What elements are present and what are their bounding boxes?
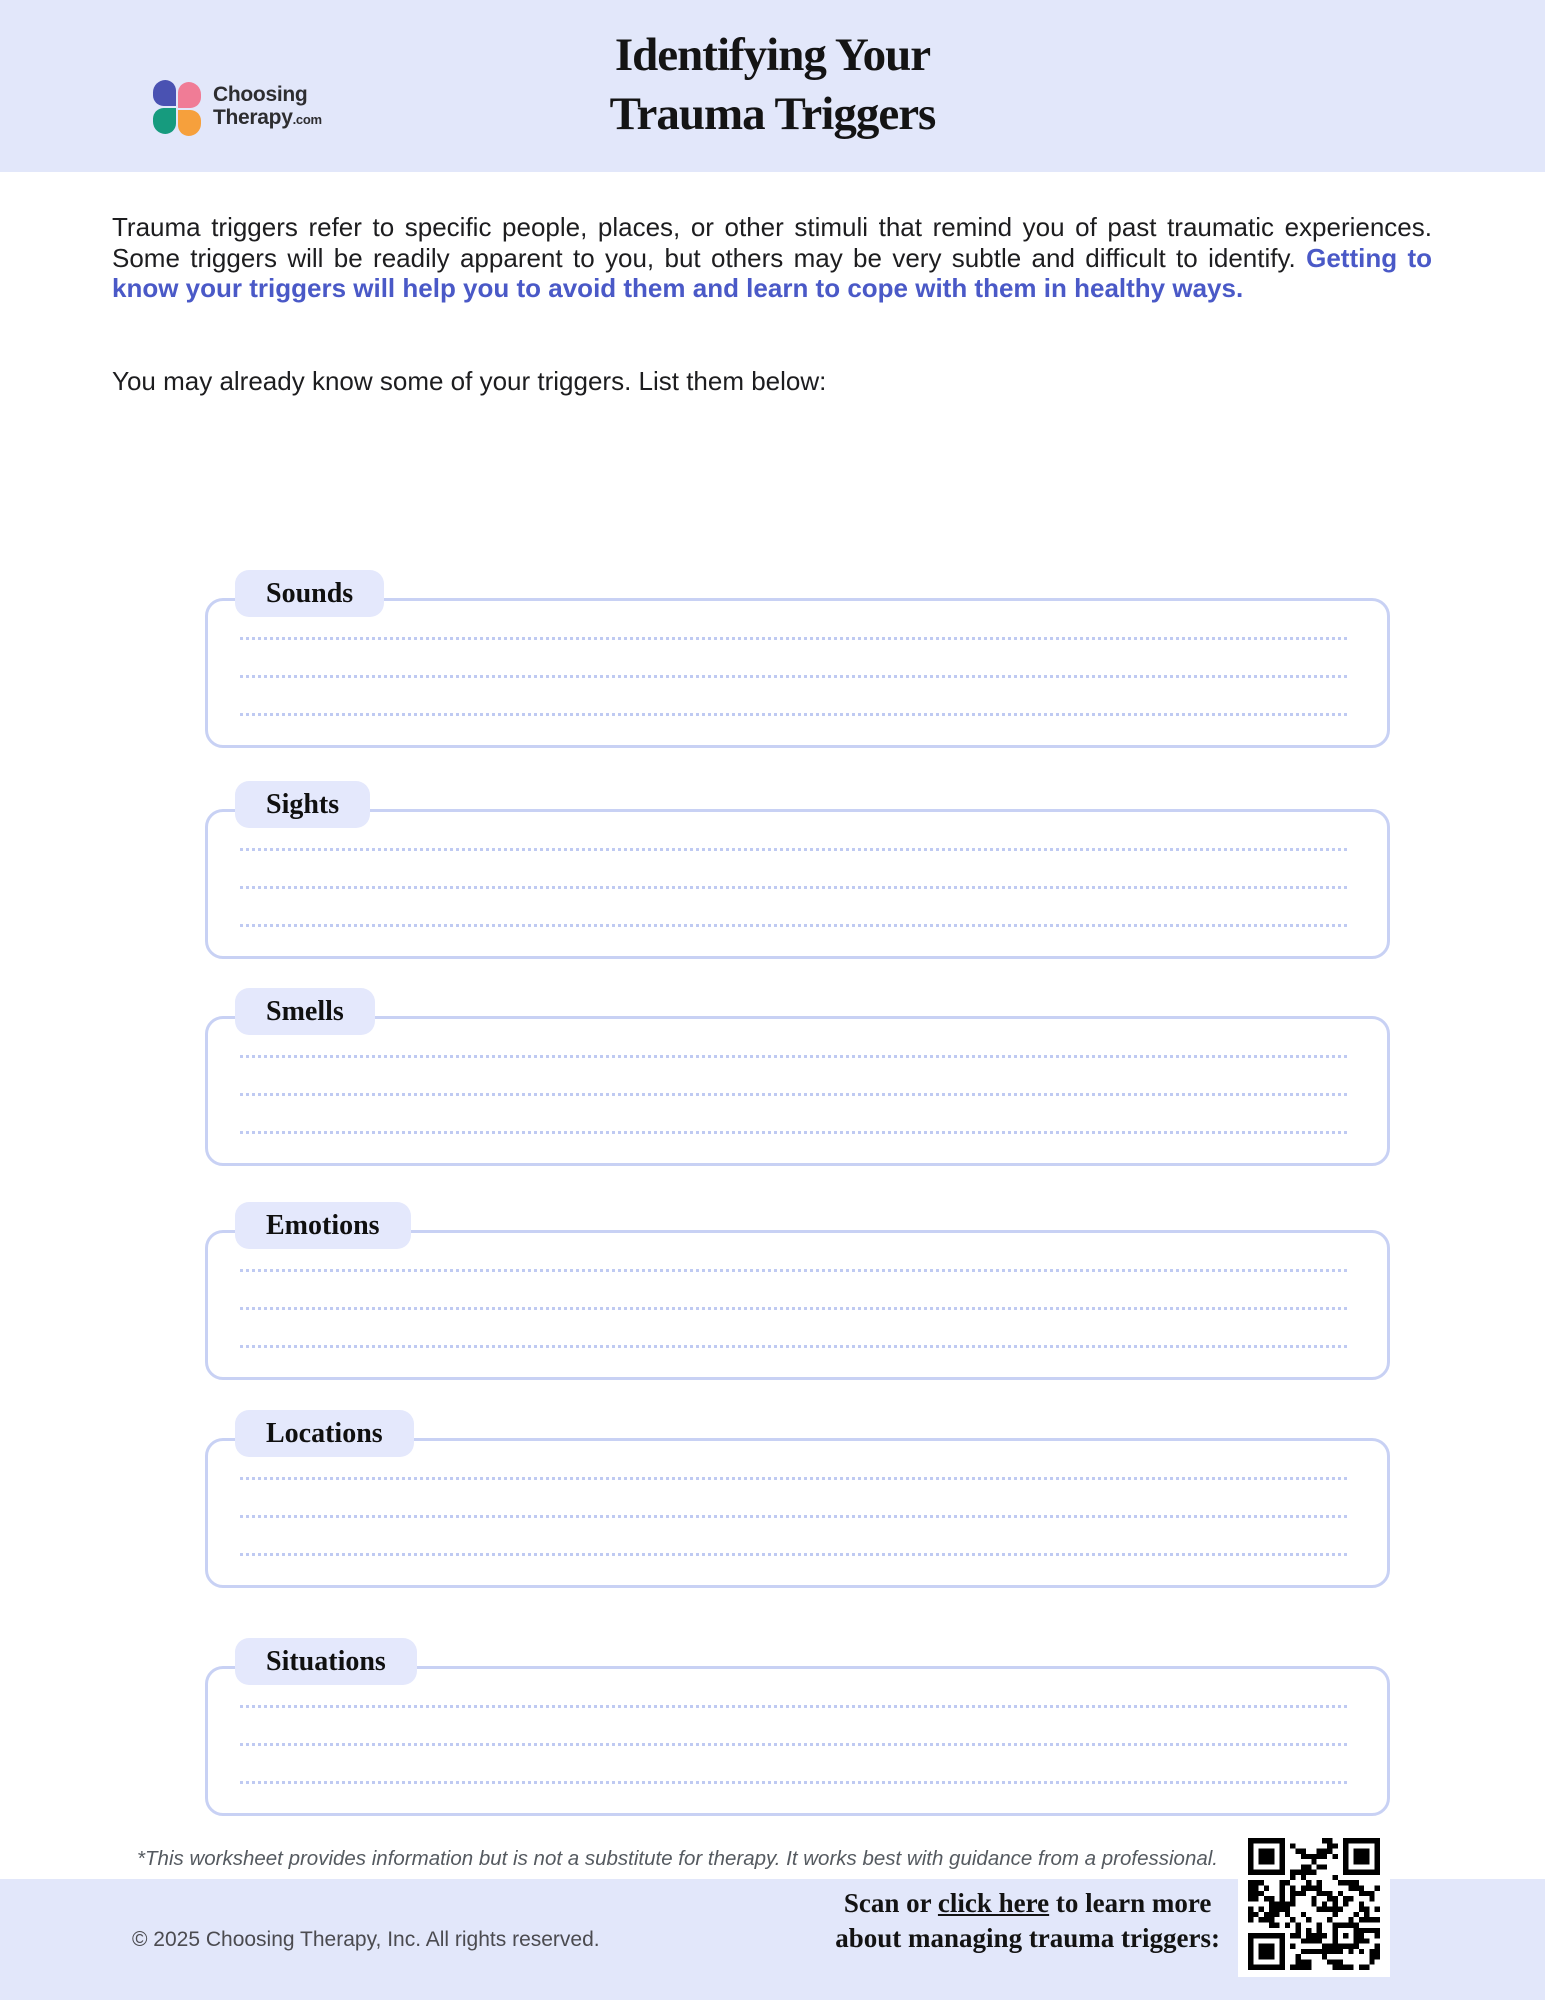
writing-line [240,713,1347,716]
disclaimer-text: *This worksheet provides information but is not a substitute for therapy. It works best with guidance from a professional. [137,1847,1218,1870]
logo-line1: Choosing [213,83,308,106]
writing-line [240,886,1347,889]
writing-line [240,1093,1347,1096]
section-label-smells: Smells [235,988,375,1035]
writing-line [240,1131,1347,1134]
page-title-line1: Identifying Your [614,29,931,81]
section-label-emotions: Emotions [235,1202,411,1249]
writing-line [240,1307,1347,1310]
qr-code-icon [1248,1838,1380,1970]
scan-line2: about managing trauma triggers: [835,1923,1220,1953]
writing-line [240,1515,1347,1518]
writing-line [240,1705,1347,1708]
writing-box-sounds [205,598,1390,748]
writing-box-sights [205,809,1390,959]
writing-line [240,1055,1347,1058]
list-prompt: You may already know some of your triggers. List them below: [112,366,827,396]
writing-box-situations [205,1666,1390,1816]
writing-line [240,637,1347,640]
header-band [0,0,1545,172]
qr-code [1238,1830,1390,1977]
section-label-situations: Situations [235,1638,417,1685]
writing-line [240,1269,1347,1272]
writing-box-emotions [205,1230,1390,1380]
logo-dotcom: .com [292,112,322,127]
writing-line [240,924,1347,927]
scan-line1 [835,1886,1220,1921]
copyright-text: © 2025 Choosing Therapy, Inc. All rights reserved. [132,1928,600,1951]
section-emotions [205,1202,1390,1380]
click-here-link[interactable]: click here [937,1888,1050,1918]
writing-line [240,1781,1347,1784]
writing-line [240,1345,1347,1348]
section-label-sights: Sights [235,781,370,828]
section-label-locations: Locations [235,1410,414,1457]
writing-line [240,675,1347,678]
writing-line [240,848,1347,851]
section-label-sounds: Sounds [235,570,384,617]
writing-box-locations [205,1438,1390,1588]
section-locations [205,1410,1390,1588]
writing-line [240,1743,1347,1746]
section-sounds [205,570,1390,748]
page-title-line2: Trauma Triggers [609,88,936,140]
scan-prefix: Scan or [843,1888,938,1918]
section-sights [205,781,1390,959]
intro-paragraph [112,212,1432,304]
intro-paragraph-highlight: Getting to know your triggers will help you to avoid them and learn to cope with them in healthy ways. [112,242,1432,303]
scan-instructions [835,1886,1220,1956]
logo-line2: Therapy.com [213,106,322,129]
page-title [0,26,1545,144]
writing-box-smells [205,1016,1390,1166]
intro-paragraph-plain: Trauma triggers refer to specific people, places, or other stimuli that remind you of past traumatic experiences. Some triggers will be readily apparent to you, but others may be very subtle and difficult to identify. [112,212,1432,273]
scan-suffix: to learn more [1049,1888,1212,1918]
writing-line [240,1553,1347,1556]
section-smells [205,988,1390,1166]
section-situations [205,1638,1390,1816]
writing-line [240,1477,1347,1480]
